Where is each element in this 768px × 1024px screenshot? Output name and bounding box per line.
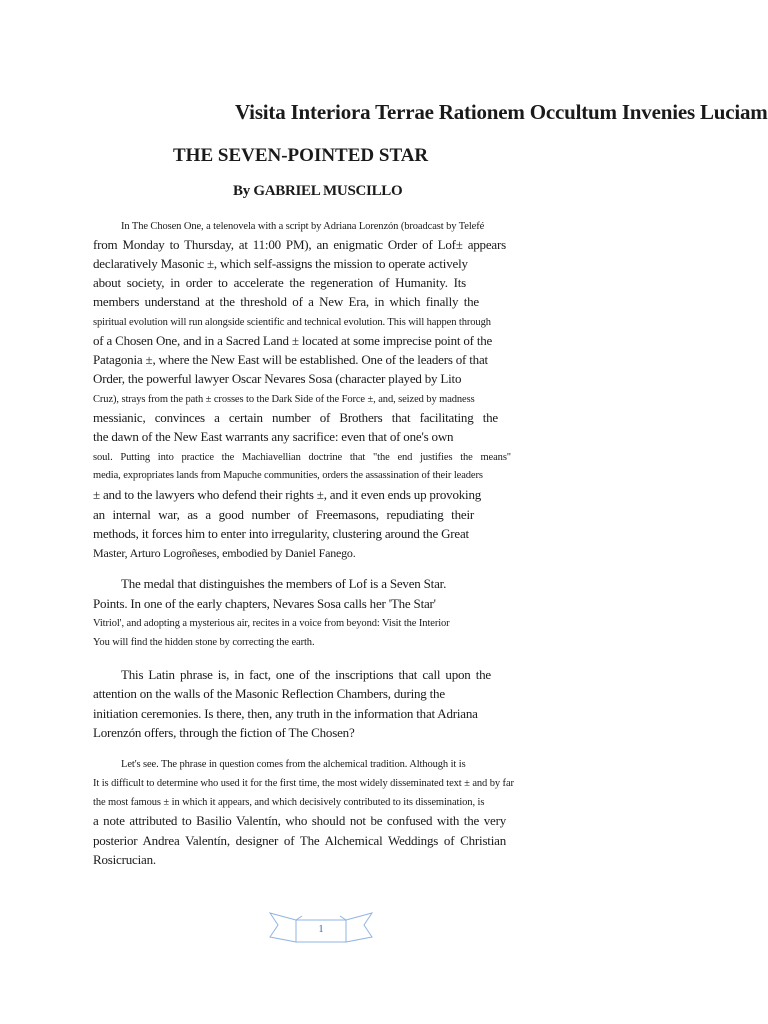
text-line: This Latin phrase is, in fact, one of the inscriptions that call upon the (121, 667, 491, 682)
text-line: posterior Andrea Valentín, designer of The Alchemical Weddings of Christian (93, 833, 506, 848)
text-line: You will find the hidden stone by correcting the earth. (93, 637, 315, 648)
page-number: 1 (318, 924, 324, 935)
text-line: Patagonia ±, where the New East will be established. One of the leaders of that (93, 352, 488, 367)
text-line: of a Chosen One, and in a Sacred Land ± located at some imprecise point of the (93, 333, 493, 348)
text-line: Master, Arturo Logroñeses, embodied by Daniel Fanego. (93, 546, 356, 560)
text-line: Order, the powerful lawyer Oscar Nevares Sosa (character played by Lito (93, 371, 462, 386)
text-line: about society, in order to accelerate the regeneration of Humanity. Its (93, 275, 466, 290)
text-line: Let's see. The phrase in question comes from the alchemical tradition. Although it is (121, 759, 466, 770)
text-line: soul. Putting into practice the Machiavellian doctrine that "the end justifies the means" (93, 452, 511, 463)
text-line: media, expropriates lands from Mapuche communities, orders the assassination of their leaders (93, 470, 483, 481)
text-line: the most famous ± in which it appears, and which decisively contributed to its dissemination, is (93, 797, 485, 808)
text-line: Cruz), strays from the path ± crosses to the Dark Side of the Force ±, and, seized by madness (93, 394, 475, 405)
running-header-title: Visita Interiora Terrae Rationem Occultum Invenies Luciam (235, 100, 768, 124)
text-line: Points. In one of the early chapters, Nevares Sosa calls her 'The Star' (93, 596, 436, 611)
text-line: spiritual evolution will run alongside scientific and technical evolution. This will happen through (93, 317, 491, 328)
article-title: THE SEVEN-POINTED STAR (173, 145, 429, 166)
text-line: initiation ceremonies. Is there, then, any truth in the information that Adriana (93, 706, 478, 721)
text-line: Vitriol', and adopting a mysterious air, recites in a voice from beyond: Visit the Interior (93, 618, 450, 629)
text-line: the dawn of the New East warrants any sacrifice: even that of one's own (93, 429, 454, 444)
text-line: ± and to the lawyers who defend their rights ±, and it even ends up provoking (93, 487, 482, 502)
text-line: a note attributed to Basilio Valentín, who should not be confused with the very (93, 813, 506, 828)
text-line: The medal that distinguishes the members of Lof is a Seven Star. (121, 576, 447, 591)
text-line: an internal war, as a good number of Freemasons, repudiating their (93, 507, 474, 522)
text-line: declaratively Masonic ±, which self-assigns the mission to operate actively (93, 256, 468, 271)
text-line: Rosicrucian. (93, 852, 156, 867)
text-line: methods, it forces him to enter into irregularity, clustering around the Great (93, 526, 469, 541)
article-byline: By GABRIEL MUSCILLO (233, 183, 403, 199)
text-line: It is difficult to determine who used it for the first time, the most widely disseminated text ± and by far (93, 778, 514, 789)
text-line: In The Chosen One, a telenovela with a script by Adriana Lorenzón (broadcast by Telefé (121, 221, 485, 232)
text-line: messianic, convinces a certain number of Brothers that facilitating the (93, 410, 498, 425)
text-line: members understand at the threshold of a New Era, in which finally the (93, 294, 479, 309)
text-line: Lorenzón offers, through the fiction of The Chosen? (93, 725, 355, 740)
text-line: from Monday to Thursday, at 11:00 PM), an enigmatic Order of Lof± appears (93, 237, 506, 252)
text-line: attention on the walls of the Masonic Reflection Chambers, during the (93, 686, 445, 701)
